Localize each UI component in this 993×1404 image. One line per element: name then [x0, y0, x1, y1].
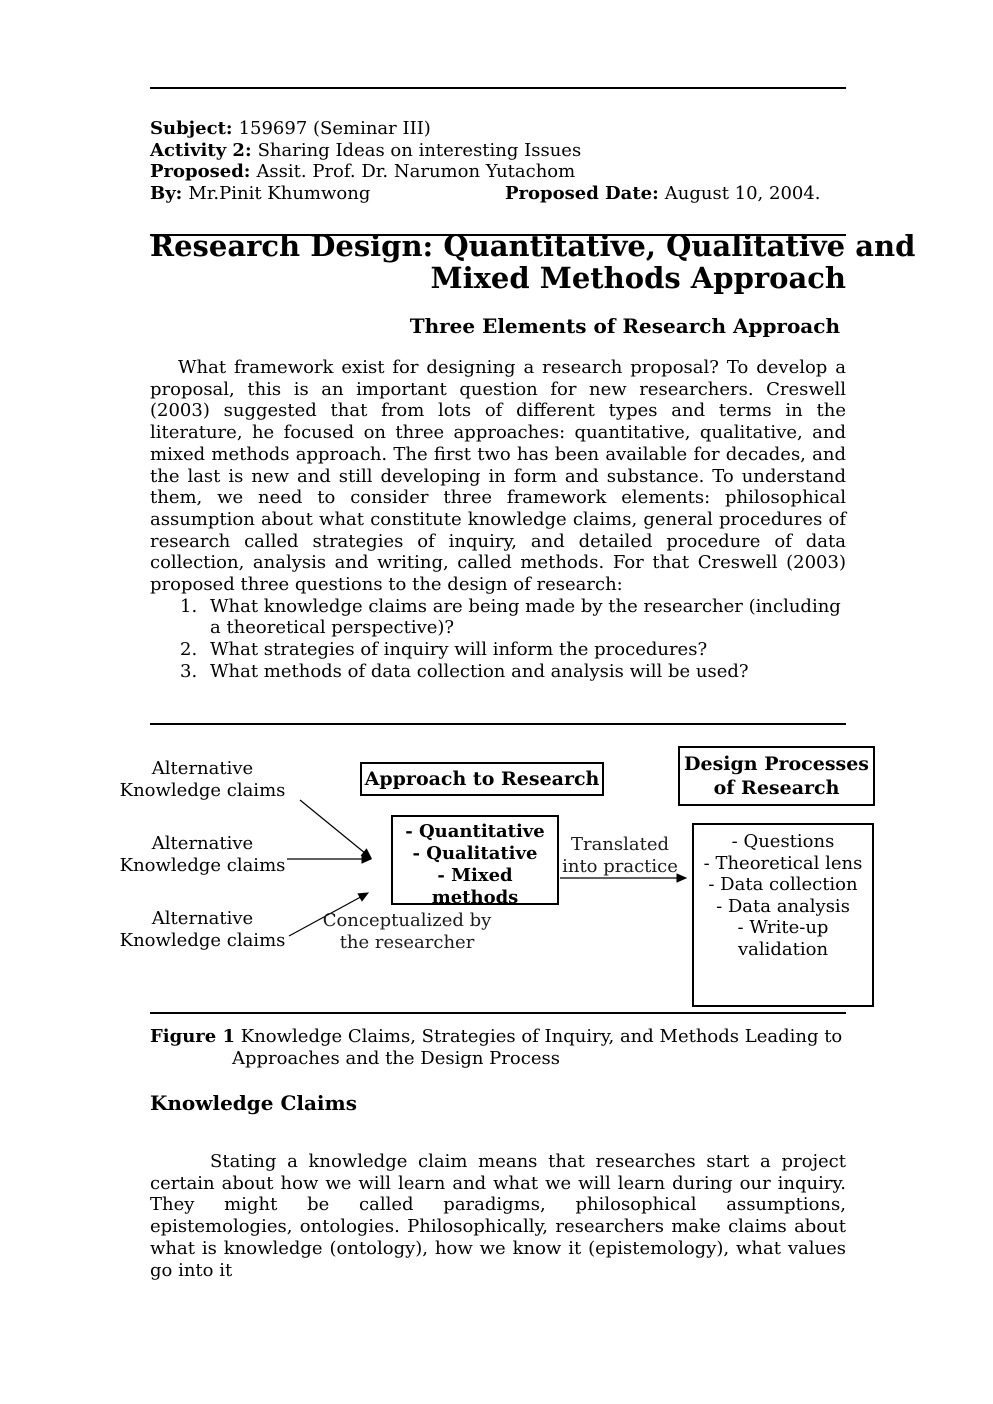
design-header-line2: of Research — [713, 777, 840, 799]
alt-claims-line1: Alternative — [151, 758, 254, 779]
approach-item-clipped: methods — [431, 887, 519, 908]
title-line-1: Research Design: Quantitative, Qualitative and — [150, 229, 916, 263]
design-item: - Questions — [731, 831, 835, 852]
proposed-label: Proposed: — [150, 161, 251, 182]
subject-label: Subject: — [150, 118, 233, 139]
subject-value: 159697 (Seminar III) — [238, 118, 431, 139]
design-item: - Data collection — [708, 874, 858, 895]
approach-item: - Mixed — [437, 865, 513, 886]
list-item — [150, 661, 846, 683]
design-items-box — [692, 823, 874, 1007]
title-line-2: Mixed Methods Approach — [430, 261, 846, 295]
proposed-date-label: Proposed Date: — [505, 182, 659, 204]
caption-line-2: Approaches and the Design Process — [232, 1048, 560, 1069]
alt-claims-line1: Alternative — [151, 833, 254, 854]
design-header-line1: Design Processes — [684, 753, 869, 775]
design-item: validation — [737, 938, 829, 960]
approach-item: - Quantitative — [405, 821, 545, 842]
question-text: What knowledge claims are being made by the researcher (including a theoretical perspective)? — [210, 595, 841, 639]
question-text: What strategies of inquiry will inform the procedures? — [210, 639, 708, 661]
approach-to-research-box: Approach to Research — [360, 762, 604, 796]
approach-items-box — [391, 815, 559, 908]
design-item: - Write-up — [737, 917, 829, 938]
conceptualized-line2: the researcher — [339, 932, 475, 953]
figure-caption — [150, 1026, 850, 1070]
figure-label: Figure 1 — [150, 1026, 236, 1047]
arrow-claim1-to-approach — [300, 800, 371, 858]
conceptualized-line1: Conceptualized by — [322, 910, 492, 931]
alt-claims-line2: Knowledge claims — [119, 780, 286, 801]
translated-line2: into practice — [562, 856, 678, 877]
horizontal-rule-figure-top — [150, 723, 846, 725]
intro-paragraph: What framework exist for designing a research proposal? To develop a proposal, this is an important question for new researchers. Creswell (2003) suggested that from lots of different types and terms in the literature, he focused on three approaches: quantitative, qualitative, and mixed methods approach. The first two has been available for decades, and the last is new and still developing in form and substance. To understand them, we need to consider three framework elements: philosophical assumption about what constitute knowledge claims, general procedures of research called strategies of inquiry, and detailed procedure of data collection, analysis and writing, called methods. For that Creswell (2003) proposed three questions to the design of research: — [150, 357, 846, 596]
alt-claims-line2: Knowledge claims — [119, 930, 286, 951]
horizontal-rule-figure-bottom — [150, 1012, 846, 1014]
horizontal-rule-top — [150, 87, 846, 89]
design-item: - Theoretical lens — [703, 852, 863, 874]
list-item — [150, 596, 846, 639]
header-by-line — [150, 183, 850, 205]
proposed-value: Assit. Prof. Dr. Narumon Yutachom — [256, 161, 576, 182]
research-questions-list — [150, 596, 846, 683]
proposed-date-value: August 10, 2004. — [664, 182, 821, 204]
activity-value: Sharing Ideas on interesting Issues — [257, 139, 582, 161]
figure-1-diagram — [110, 740, 892, 1002]
header-subject-line — [150, 118, 850, 140]
activity-label: Activity 2: — [150, 139, 252, 161]
alternative-knowledge-claims-2 — [110, 833, 295, 877]
translated-line1: Translated — [570, 834, 670, 855]
list-number: 3. — [180, 660, 198, 682]
conceptualized-annotation — [322, 910, 492, 953]
translated-annotation — [550, 834, 690, 878]
body-text — [150, 357, 846, 683]
alternative-knowledge-claims-3 — [110, 908, 295, 952]
document-header — [150, 118, 850, 204]
design-processes-box — [678, 746, 875, 806]
by-label: By: — [150, 182, 183, 204]
alt-claims-line1: Alternative — [151, 908, 254, 929]
proposed-date-part — [505, 183, 821, 205]
header-activity-line — [150, 140, 850, 162]
by-value: Mr.Pinit Khumwong — [188, 182, 371, 204]
list-number: 2. — [180, 639, 198, 661]
alternative-knowledge-claims-1 — [110, 758, 295, 802]
knowledge-claims-paragraph: Stating a knowledge claim means that researches start a project certain about how we will learn and what we will learn during our inquiry. They might be called paradigms, philosophical assumptions, epistemologies, ontologies. Philosophically, researchers make claims about what is knowledge (ontology), how we know it (epistemology), what values go into it — [150, 1151, 846, 1281]
design-item: - Data analysis — [716, 895, 850, 917]
approach-item: - Qualitative — [412, 843, 538, 864]
document-subtitle: Three Elements of Research Approach — [409, 314, 840, 338]
alt-claims-line2: Knowledge claims — [119, 855, 286, 876]
knowledge-claims-heading: Knowledge Claims — [150, 1091, 357, 1115]
question-text: What methods of data collection and analysis will be used? — [210, 660, 749, 682]
list-number: 1. — [180, 595, 198, 617]
list-item — [150, 639, 846, 661]
caption-text-1: Knowledge Claims, Strategies of Inquiry, and Methods Leading to — [240, 1026, 843, 1047]
caption-line-1 — [150, 1026, 850, 1048]
header-proposed-line — [150, 161, 850, 183]
by-part — [150, 183, 370, 204]
document-title — [150, 229, 916, 295]
